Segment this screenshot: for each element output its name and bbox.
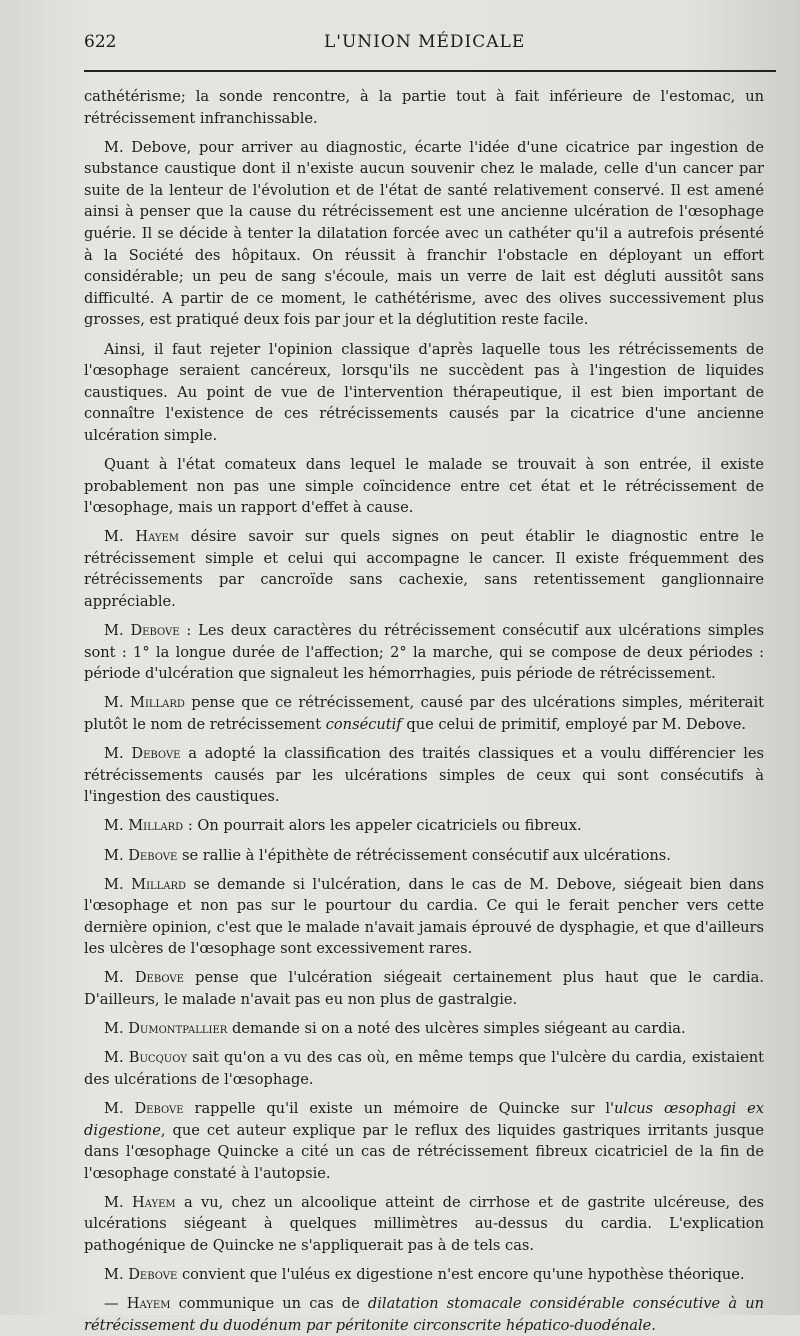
paragraph — [84, 692, 764, 735]
text-run: : On pourrait alors les appeler cicatriciels ou fibreux. — [183, 817, 582, 835]
page-header — [84, 32, 764, 58]
paragraph — [84, 137, 764, 331]
paragraph — [84, 454, 764, 519]
speaker-name: Debove — [128, 846, 178, 864]
text-run: M. — [104, 969, 135, 987]
text-run: : Les deux caractères du rétrécissement consécutif aux ulcérations simples sont : 1° la longue durée de l'affection; 2° la marche, qui se compose de deux périodes : période d'ulcération que signaleut les hémorrhagies, puis période de rétrécissement. — [84, 622, 764, 683]
paragraph — [84, 526, 764, 612]
text-run: M. Debove, pour arriver au diagnostic, écarte l'idée d'une cicatrice par ingestion de substance caustique dont il n'existe aucun souvenir chez le malade, celle d'un cancer par suite de la lenteur de l'évolution et de l'état de santé relativement conservé. Il est amené ainsi à penser que la cause du rétrécissement est une ancienne ulcération de l'œsophage guérie. Il se décide à tenter la dilatation forcée avec un cathéter qu'il a autrefois présenté à la Société des hôpitaux. On réussit à franchir l'obstacle en déployant un effort considérable; un peu de sang s'écoule, mais un verre de lait est dégluti aussitôt sans difficulté. A partir de ce moment, le cathétérisme, avec des olives successivement plus grosses, est pratiqué deux fois par jour et la déglutition reste facile. — [84, 138, 764, 329]
paragraph — [84, 815, 764, 837]
text-run: M. — [104, 846, 129, 864]
text-run: se rallie à l'épithète de rétrécissement consécutif aux ulcérations. — [177, 846, 671, 864]
text-run: désire savoir sur quels signes on peut établir le diagnostic entre le rétrécissement simple et celui qui accompagne le cancer. Il existe fréquemment des rétrécissements par cancroïde sans cachexie, sans retentissement ganglionnaire appréciable. — [84, 528, 764, 611]
paragraph — [84, 86, 764, 129]
text-run: , que cet auteur explique par le reflux des liquides gastriques irritants jusque dans l'œsophage Quincke a cité un cas de rétrécissement fibreux cicatriciel de la fin de l'œsophage constaté à l'autopsie. — [84, 1121, 764, 1182]
italic-text: ulcus œsophagi ex digestione — [84, 1099, 764, 1139]
text-run: M. — [104, 1099, 135, 1117]
text-run: rappelle qu'il existe un mémoire de Quincke sur l' — [183, 1099, 615, 1117]
page-number: 622 — [84, 32, 117, 52]
text-run: sait qu'on a vu des cas où, en même temps que l'ulcère du cardia, existaient des ulcérations de l'œsophage. — [84, 1049, 764, 1088]
text-run: pense que l'ulcération siégeait certainement plus haut que le cardia. D'ailleurs, le malade n'avait pas eu non plus de gastralgie. — [84, 969, 764, 1009]
paragraph — [84, 339, 764, 447]
body-text — [84, 86, 764, 1336]
header-rule — [84, 70, 776, 72]
paragraph — [84, 1098, 764, 1184]
text-run: a adopté la classification des traités classiques et a voulu différencier les rétrécissements causés par les ulcérations simples de ceux qui sont consécutifs à l'ingestion des caustiques. — [84, 745, 764, 806]
paragraph — [84, 1047, 764, 1090]
text-run: M. — [104, 1049, 129, 1067]
text-run: convient que l'uléus ex digestione n'est encore qu'une hypothèse théorique. — [177, 1266, 745, 1284]
text-run: pense que ce rétrécissement, causé par des ulcérations simples, mériterait plutôt le nom de retrécissement — [84, 694, 764, 734]
text-run: demande si on a noté des ulcères simples siégeant au cardia. — [227, 1020, 686, 1038]
speaker-name: Hayem — [131, 1193, 176, 1211]
paragraph — [84, 620, 764, 685]
text-run: Quant à l'état comateux dans lequel le malade se trouvait à son entrée, il existe probablement non pas une simple coïncidence entre cet état et le rétrécissement de l'œsophage, mais un rapport d'effet à cause. — [84, 456, 764, 517]
text-run: M. — [104, 875, 132, 893]
text-run: M. — [104, 1193, 132, 1211]
text-run: Ainsi, il faut rejeter l'opinion classique d'après laquelle tous les rétrécissements de l'œsophage seraient cancéreux, lorsqu'ils ne succèdent pas à l'ingestion de liquides caustiques. Au point de vue de l'intervention thérapeutique, il est bien important de connaître l'existence de ces rétrécissements causés par la cicatrice d'une ancienne ulcération simple. — [84, 340, 764, 444]
speaker-name: Millard — [130, 694, 185, 712]
text-run: — — [104, 1295, 127, 1313]
running-title: L'UNION MÉDICALE — [324, 32, 526, 52]
text-run: se demande si l'ulcération, dans le cas de M. Debove, siégeait bien dans l'œsophage et non pas sur le pourtour du cardia. Ce qui le ferait pencher vers cette dernière opinion, c'est que le malade n'avait jamais éprouvé de dysphagie, et que d'ailleurs les ulcères de l'œsophage sont excessivement rares. — [84, 875, 764, 958]
speaker-name: Debove — [134, 969, 184, 987]
text-run: M. — [104, 694, 130, 712]
speaker-name: Millard — [128, 817, 184, 835]
speaker-name: Millard — [131, 875, 187, 893]
text-run: cathétérisme; la sonde rencontre, à la partie tout à fait inférieure de l'estomac, un rétrécissement infranchissable. — [84, 88, 764, 127]
text-run: a vu, chez un alcoolique atteint de cirrhose et de gastrite ulcéreuse, des ulcérations siégeant à quelques millimètres au-dessus du cardia. L'explication pathogénique de Quincke ne s'appliquerait pas à de tels cas. — [84, 1193, 764, 1254]
paragraph — [84, 743, 764, 808]
text-run: M. — [104, 745, 132, 763]
paragraph — [84, 1264, 764, 1286]
speaker-name: Dumontpallier — [128, 1020, 228, 1038]
text-run: M. — [104, 1020, 129, 1038]
paragraph — [84, 967, 764, 1010]
italic-text: dilatation stomacale considérable consécutive à un rétrécissement du duodénum par péritonite circonscrite hépatico-duodénale. — [84, 1295, 765, 1334]
speaker-name: Hayem — [126, 1295, 171, 1313]
speaker-name: Debove — [134, 1099, 184, 1117]
speaker-name: Bucquoy — [128, 1049, 187, 1067]
speaker-name: Debove — [130, 622, 180, 640]
text-run: M. — [104, 528, 136, 546]
text-run: M. — [104, 817, 129, 835]
paragraph — [84, 845, 764, 867]
paragraph — [84, 1192, 764, 1257]
paragraph — [84, 1018, 764, 1040]
text-run: M. — [104, 1266, 129, 1284]
text-run: que celui de primitif, employé par M. Debove. — [401, 716, 747, 734]
speaker-name: Hayem — [135, 528, 180, 546]
speaker-name: Debove — [131, 745, 181, 763]
paragraph — [84, 874, 764, 960]
text-run: communique un cas de — [170, 1295, 368, 1313]
text-run: M. — [104, 622, 131, 640]
speaker-name: Debove — [128, 1266, 178, 1284]
italic-text: consécutif — [325, 716, 402, 734]
